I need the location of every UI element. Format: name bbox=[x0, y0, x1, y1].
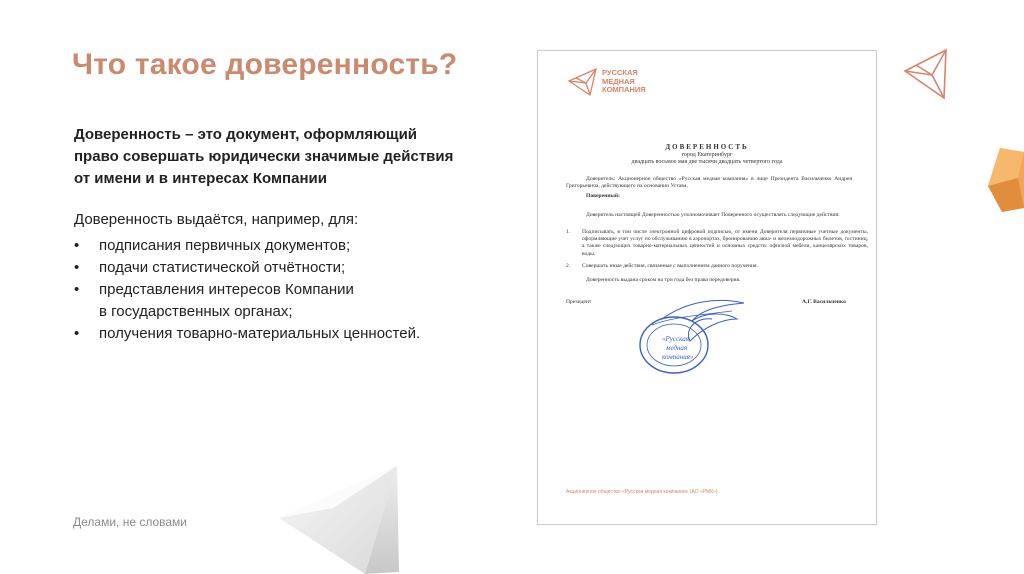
document-preview bbox=[537, 50, 877, 525]
doc-footer: Акционерное общество «Русская медная компания» (АО «РМК») bbox=[566, 489, 718, 495]
doc-poverenny: Поверенный: bbox=[586, 193, 621, 199]
list-item: • получения товарно-материальных ценностей. bbox=[74, 323, 420, 345]
definition-line: от имени и в интересах Компании bbox=[74, 170, 327, 187]
bullet-list bbox=[74, 235, 420, 345]
doc-city: город Екатеринбург bbox=[681, 152, 733, 158]
svg-text:медная: медная bbox=[666, 344, 688, 352]
doc-date: двадцать восьмое мая две тысячи двадцать четвертого года bbox=[631, 159, 783, 165]
list-item: • подачи статистической отчётности; bbox=[74, 257, 420, 279]
issued-intro: Доверенность выдаётся, например, для: bbox=[74, 211, 359, 228]
white-pyramid-icon bbox=[275, 462, 401, 574]
doc-logo-text bbox=[602, 69, 646, 95]
doc-item-number: 2. bbox=[566, 263, 571, 269]
doc-paragraph: Доверитель: Акционерное общество «Русская медная компания» в лице Президента Васильченко Андрея Григорьевича, действующего на основании Устава, bbox=[566, 176, 852, 190]
list-item-continuation: в государственных органах; bbox=[99, 303, 293, 320]
doc-heading: ДОВЕРЕННОСТЬ bbox=[665, 143, 749, 151]
svg-text:«Русская: «Русская bbox=[662, 335, 689, 343]
doc-list-item bbox=[566, 263, 868, 270]
doc-paragraph: Доверитель настоящей Доверенностью уполномочивает Поверенного осуществлять следующие действия: bbox=[586, 212, 840, 218]
doc-item-text: Совершать иные действия, связанные с выполнением данного поручения. bbox=[582, 263, 758, 269]
page-title: Что такое доверенность? bbox=[72, 48, 458, 81]
list-item: • подписания первичных документов; bbox=[74, 235, 420, 257]
signature-name: А.Г. Васильченко bbox=[802, 299, 846, 305]
orange-gem-icon bbox=[988, 148, 1024, 212]
stamp-and-signature-icon bbox=[632, 289, 752, 379]
definition-text bbox=[74, 124, 494, 190]
logo-line: МЕДНАЯ bbox=[602, 76, 635, 86]
signature-role: Президент bbox=[566, 299, 592, 305]
definition-line: Доверенность – это документ, оформляющий bbox=[74, 126, 418, 143]
triangle-logo-icon bbox=[902, 47, 950, 101]
footer-tagline: Делами, не словами bbox=[73, 515, 188, 529]
logo-line: РУССКАЯ bbox=[602, 68, 638, 77]
doc-item-number: 1. bbox=[566, 229, 571, 235]
definition-line: право совершать юридически значимые действия bbox=[74, 148, 454, 165]
doc-validity: Доверенность выдана сроком на три года без права передоверия. bbox=[586, 277, 741, 283]
logo-line: КОМПАНИЯ bbox=[602, 85, 646, 94]
svg-text:компания»: компания» bbox=[662, 353, 694, 361]
list-item: • представления интересов Компании bbox=[74, 279, 420, 301]
doc-item-text: Подписывать, в том числе электронной цифровой подписью, от имени Доверителя первичные учетные документы, оформляющие учет услуг по обслуживанию в аэропортах, бронированию авиа- и железнодорожных билетов, гостиниц, а также следующих товарно-материальных ценностей и основных средств: офисной мебели, канцелярских товаров, воды. bbox=[582, 229, 868, 257]
doc-list-item bbox=[566, 229, 868, 258]
